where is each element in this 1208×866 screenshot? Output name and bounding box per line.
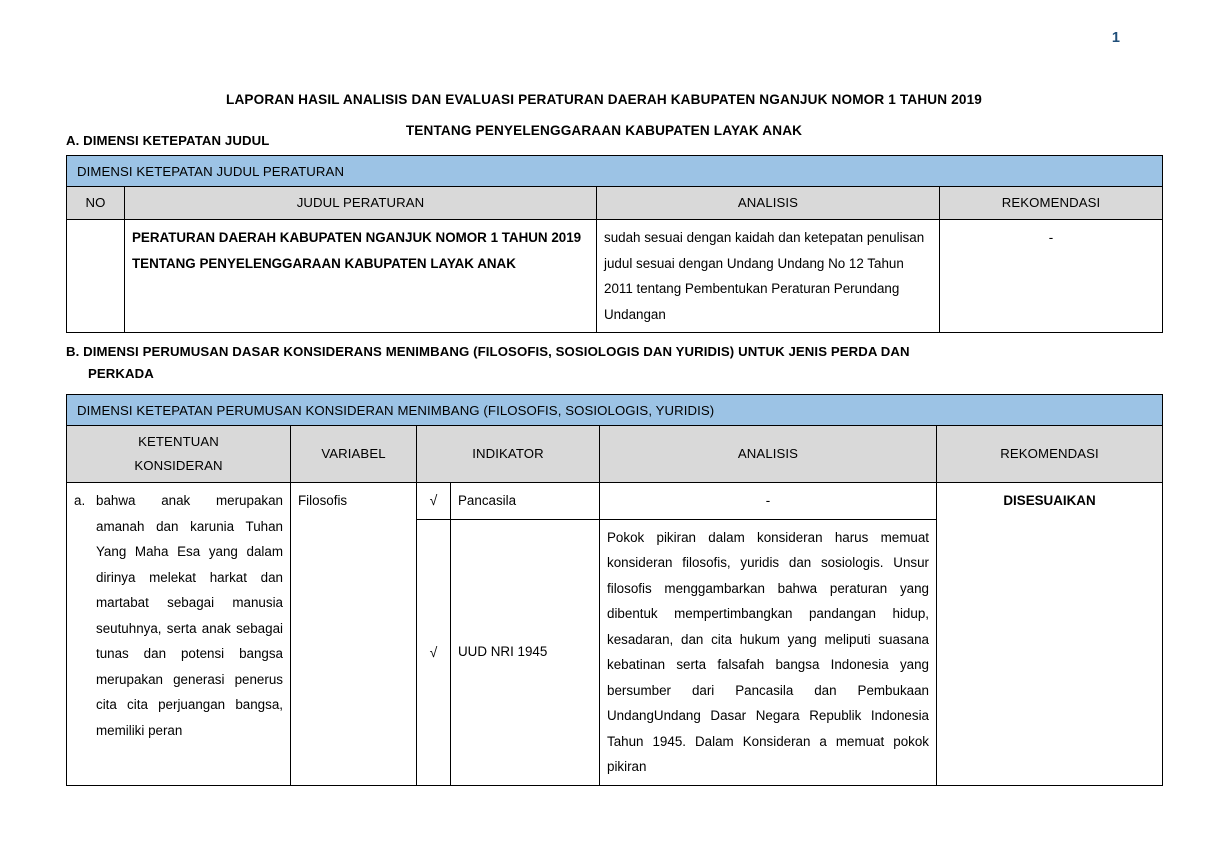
table-banner-row — [67, 395, 1163, 426]
table-row — [67, 220, 1163, 333]
cell-analisis-2: Pokok pikiran dalam konsideran harus memuat konsideran filosofis, yuridis dan sosiologis. Unsur filosofis menggambarkan bahwa peraturan yang dibentuk mempertimbangkan pandangan hidup, kesadaran, dan cita hukum yang meliputi suasana kebatinan serta falsafah bangsa Indonesia yang bersumber dari Pancasila dan Pembukaan UndangUndang Dasar Negara Republik Indonesia Tahun 1945. Dalam Konsideran a memuat pokok pikiran — [600, 519, 937, 785]
page-number: 1 — [1111, 30, 1120, 46]
table-header-row — [67, 426, 1163, 483]
document-title-line-2: TENTANG PENYELENGGARAAN KABUPATEN LAYAK ANAK — [405, 123, 803, 138]
column-header-konsideran: KONSIDERAN — [134, 458, 223, 473]
section-b-heading — [66, 341, 1162, 385]
cell-indikator-label-1: Pancasila — [451, 483, 600, 520]
column-header-ketentuan-konsideran — [67, 426, 291, 483]
table-konsideran-banner: DIMENSI KETEPATAN PERUMUSAN KONSIDERAN MENIMBANG (FILOSOFIS, SOSIOLOGIS, YURIDIS) — [67, 395, 1163, 426]
column-header-rekomendasi: REKOMENDASI — [940, 187, 1163, 220]
cell-ketentuan-konsideran — [67, 483, 291, 786]
column-header-analisis: ANALISIS — [597, 187, 940, 220]
table-judul-banner: DIMENSI KETEPATAN JUDUL PERATURAN — [67, 156, 1163, 187]
column-header-indikator: INDIKATOR — [417, 426, 600, 483]
cell-rekomendasi: DISESUAIKAN — [937, 483, 1163, 786]
cell-analisis: sudah sesuai dengan kaidah dan ketepatan penulisan judul sesuai dengan Undang Undang No 12 Tahun 2011 tentang Pembentukan Peraturan Perundang Undangan — [597, 220, 940, 333]
table-dimensi-perumusan-konsideran — [66, 394, 1163, 786]
cell-judul-peraturan: PERATURAN DAERAH KABUPATEN NGANJUK NOMOR 1 TAHUN 2019 TENTANG PENYELENGGARAAN KABUPATEN LAYAK ANAK — [125, 220, 597, 333]
cell-indikator-check-1: √ — [417, 483, 451, 520]
column-header-rekomendasi: REKOMENDASI — [937, 426, 1163, 483]
column-header-ketentuan: KETENTUAN — [138, 434, 219, 449]
column-header-analisis: ANALISIS — [600, 426, 937, 483]
table-header-row — [67, 187, 1163, 220]
table-row — [67, 483, 1163, 520]
table-banner-row — [67, 156, 1163, 187]
column-header-variabel: VARIABEL — [291, 426, 417, 483]
cell-analisis-1: - — [600, 483, 937, 520]
cell-rekomendasi: - — [940, 220, 1163, 333]
document-title-line-1: LAPORAN HASIL ANALISIS DAN EVALUASI PERATURAN DAERAH KABUPATEN NGANJUK NOMOR 1 TAHUN 2019 — [225, 92, 983, 107]
section-b-heading-line-1: B. DIMENSI PERUMUSAN DASAR KONSIDERANS MENIMBANG (FILOSOFIS, SOSIOLOGIS DAN YURIDIS) UNTUK JENIS PERDA DAN — [66, 344, 910, 359]
cell-indikator-check-2: √ — [417, 519, 451, 785]
cell-no — [67, 220, 125, 333]
cell-variabel: Filosofis — [291, 483, 417, 786]
column-header-no: NO — [67, 187, 125, 220]
cell-indikator-label-2: UUD NRI 1945 — [451, 519, 600, 785]
table-dimensi-ketepatan-judul — [66, 155, 1163, 333]
section-a-heading: A. DIMENSI KETEPATAN JUDUL — [66, 133, 270, 148]
ketentuan-konsideran-text: bahwa anak merupakan amanah dan karunia Tuhan Yang Maha Esa yang dalam dirinya melekat harkat dan martabat sebagai manusia seutuhnya, serta anak sebagai tunas dan potensi bangsa merupakan generasi penerus cita cita perjuangan bangsa, memiliki peran — [96, 493, 283, 738]
list-marker: a. — [74, 493, 86, 508]
column-header-judul-peraturan: JUDUL PERATURAN — [125, 187, 597, 220]
section-b-heading-line-2: PERKADA — [88, 366, 154, 381]
